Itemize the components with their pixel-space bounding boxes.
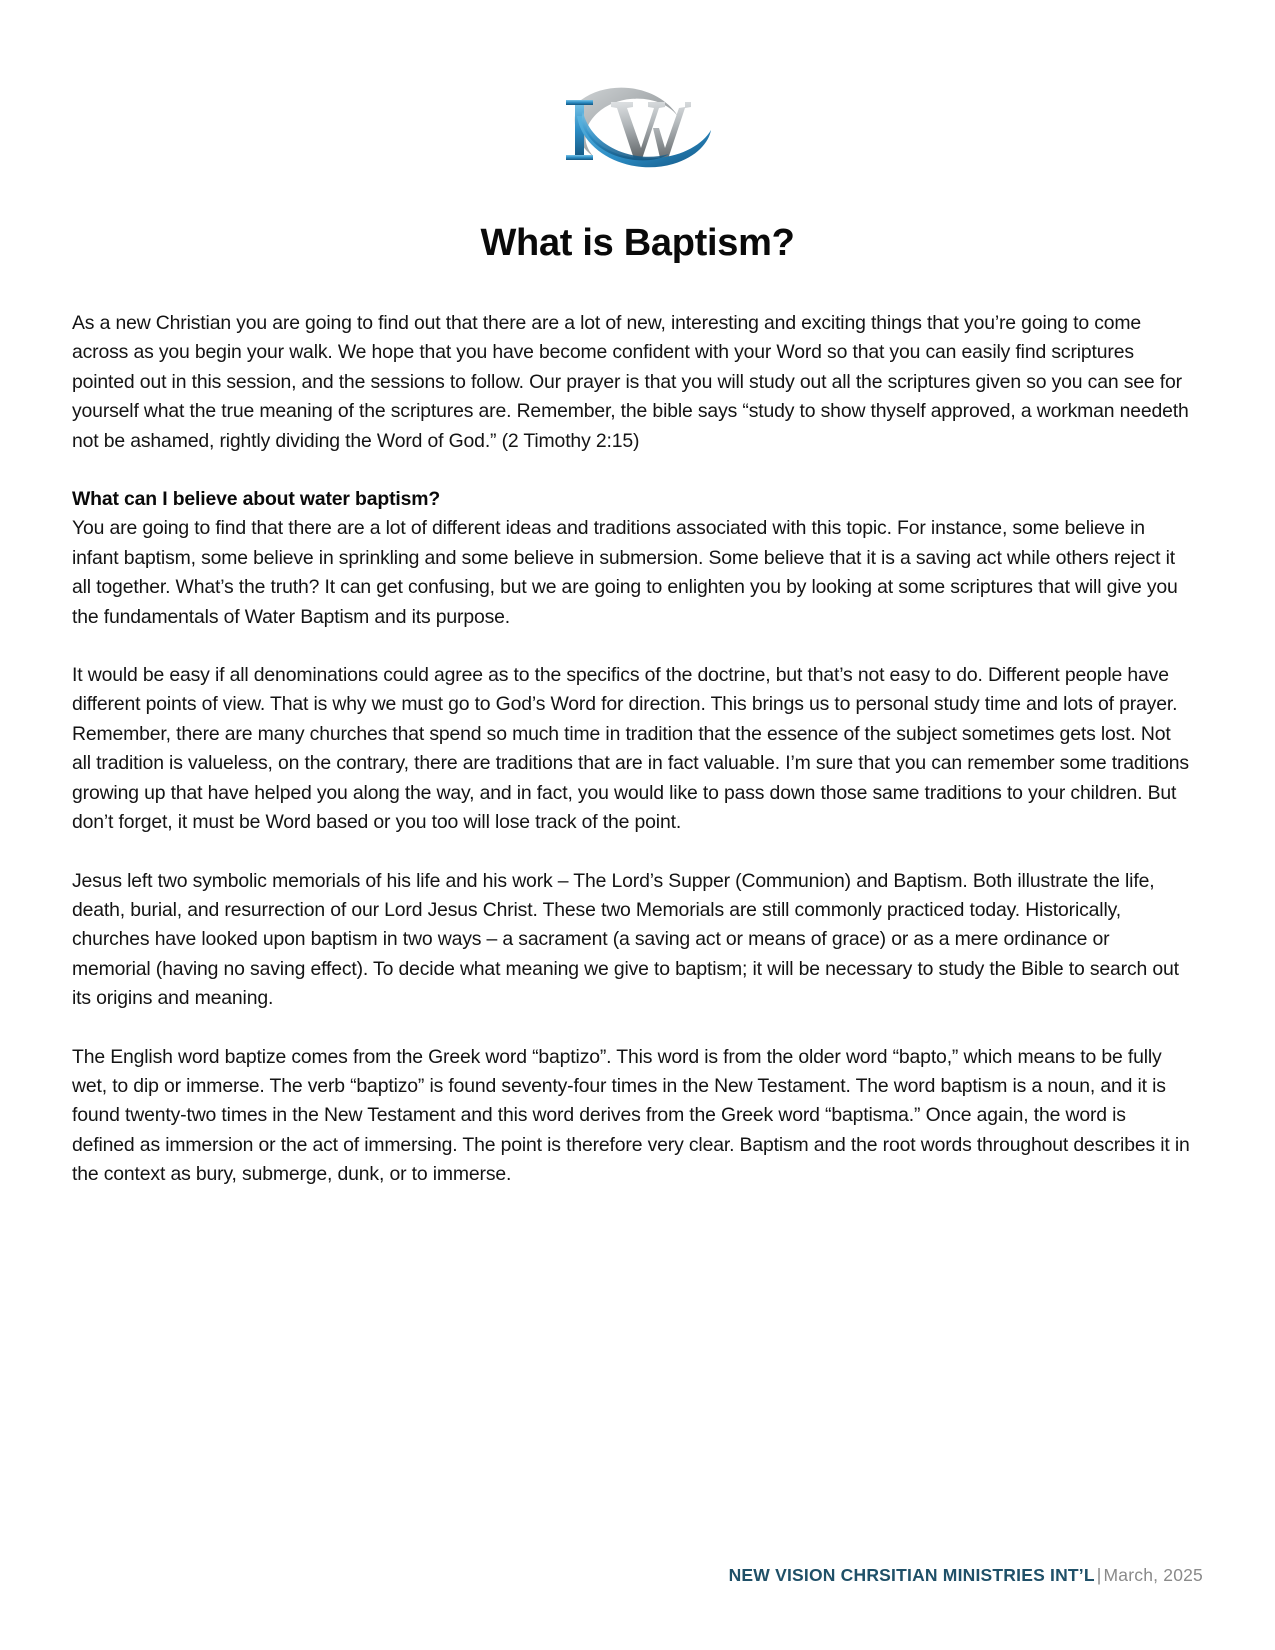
paragraph-denominations: It would be easy if all denominations could agree as to the specifics of the doctrine, but that’s not easy to do. Different people have different points of view. That is why we must go to God’s Word for direction. This brings us to personal study time and lots of prayer. Remember, there are many churches that spend so much time in tradition that the essence of the subject sometimes gets lost. Not all tradition is valueless, on the contrary, there are traditions that are in fact valuable. I’m sure that you can remember some traditions growing up that have helped you along the way, and in fact, you would like to pass down those same traditions to your children. But don’t forget, it must be Word based or you too will lose track of the point. (72, 664, 1189, 834)
logo-container (72, 0, 1203, 196)
page-footer (72, 1565, 1203, 1586)
paragraph-greek-word: The English word baptize comes from the Greek word “baptizo”. This word is from the older word “bapto,” which means to be fully wet, to dip or immerse. The verb “baptizo” is found seventy-four times in the New Testament. The word baptism is a noun, and it is found twenty-two times in the New Testament and this word derives from the Greek word “baptisma.” Once again, the word is defined as immersion or the act of immersing. The point is therefore very clear. Baptism and the root words throughout describes it in the context as bury, submerge, dunk, or to immerse. (72, 1045, 1190, 1186)
paragraph-water-baptism-beliefs: You are going to find that there are a lot of different ideas and traditions associated with this topic. For instance, some believe in infant baptism, some believe in sprinkling and some believe in submersion. Some believe that it is a saving act while others reject it all together. What’s the truth? It can get confusing, but we are going to enlighten you by looking at some scriptures that will give you the fundamentals of Water Baptism and its purpose. (72, 517, 1178, 628)
paragraph-memorials: Jesus left two symbolic memorials of his life and his work – The Lord’s Supper (Communion) and Baptism. Both illustrate the life, death, burial, and resurrection of our Lord Jesus Christ. These two Memorials are still commonly practiced today. Historically, churches have looked upon baptism in two ways – a sacrament (a saving act or means of grace) or as a mere ordinance or memorial (having no saving effect). To decide what meaning we give to baptism; it will be necessary to study the Bible to search out its origins and meaning. (72, 869, 1179, 1010)
footer-organization: NEW VISION CHRSITIAN MINISTRIES INT’L (728, 1565, 1095, 1585)
paragraph-intro: As a new Christian you are going to find out that there are a lot of new, interesting and exciting things that you’re going to come across as you begin your walk. We hope that you have become confident with your Word so that you can easily find scriptures pointed out in this session, and the sessions to follow. Our prayer is that you will study out all the scriptures given so you can see for yourself what the true meaning of the scriptures are. Remember, the bible says “study to show thyself approved, a workman needeth not be ashamed, rightly dividing the Word of God.” (2 Timothy 2:15) (72, 312, 1189, 452)
document-body (72, 309, 1203, 1190)
new-vision-nv-logo-icon (553, 72, 723, 190)
section-water-baptism-beliefs (72, 485, 1193, 632)
section-heading-water-baptism: What can I believe about water baptism? (72, 488, 441, 511)
page-title: What is Baptism? (480, 222, 795, 264)
footer-date: March, 2025 (1103, 1565, 1203, 1585)
footer-separator: | (1096, 1565, 1102, 1585)
